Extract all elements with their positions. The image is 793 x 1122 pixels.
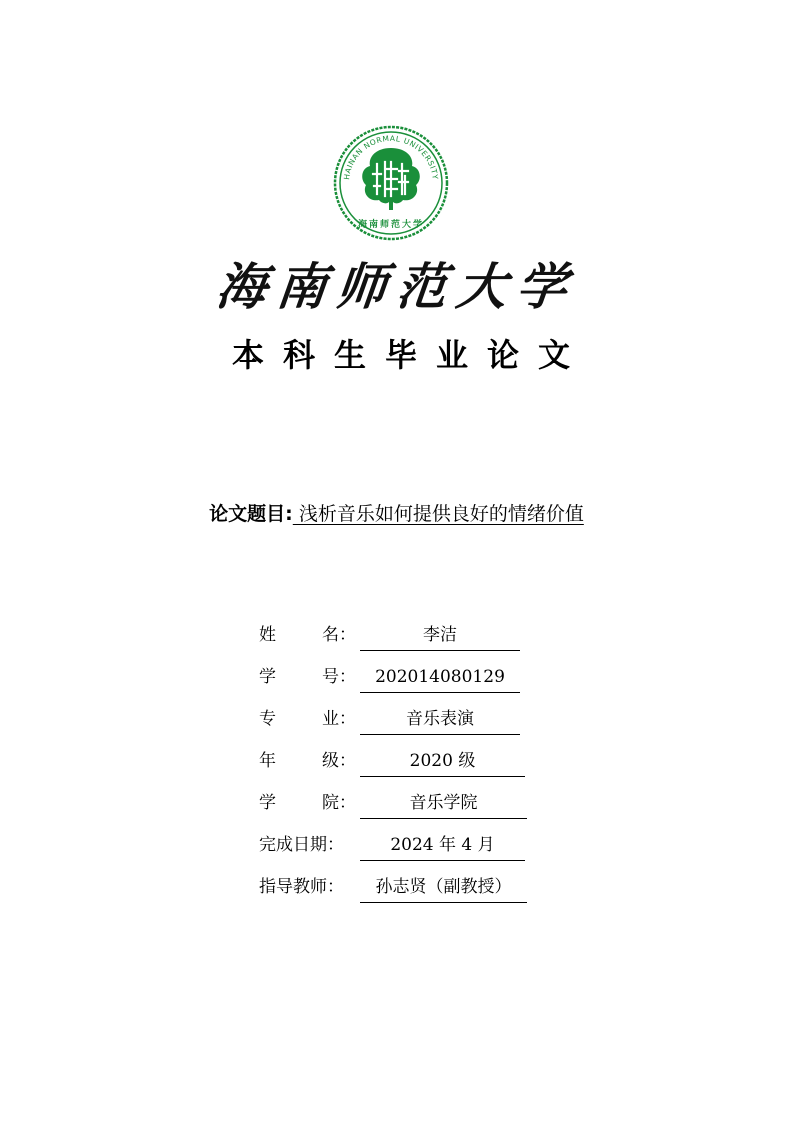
university-name-calligraphy: 海南师范大学	[213, 257, 580, 316]
info-label-advisor: 指导教师：	[259, 877, 344, 897]
info-value-advisor: 孙志贤（副教授）	[360, 872, 527, 903]
info-row-name	[259, 620, 559, 662]
seal-text-cn: 海南师范大学	[357, 220, 425, 230]
info-row-major	[259, 704, 559, 746]
info-label-grade: 年 级：	[259, 751, 356, 771]
info-row-advisor	[259, 872, 559, 914]
info-row-college	[259, 788, 559, 830]
seal-text-en: HAINAN NORMAL UNIVERSITY	[342, 133, 440, 181]
info-value-grade: 2020 级	[360, 746, 525, 777]
thesis-title-label: 论文题目:	[209, 503, 293, 525]
university-seal-logo	[332, 124, 450, 242]
info-label-major: 专 业：	[259, 709, 356, 729]
info-label-college: 学 院：	[259, 793, 356, 813]
info-value-major: 音乐表演	[360, 704, 520, 735]
info-value-college: 音乐学院	[360, 788, 527, 819]
info-label-student-id: 学 号：	[259, 667, 356, 687]
thesis-title-value: 浅析音乐如何提供良好的情绪价值	[292, 503, 584, 525]
info-value-completion-date: 2024 年 4 月	[360, 830, 525, 861]
info-value-student-id: 202014080129	[360, 662, 520, 693]
info-row-completion-date	[259, 830, 559, 872]
student-info-list	[259, 620, 559, 914]
thesis-title-row	[0, 499, 793, 529]
info-value-name: 李洁	[360, 620, 520, 651]
info-label-name: 姓 名：	[259, 625, 356, 645]
info-label-completion-date: 完成日期：	[259, 835, 344, 855]
info-row-student-id	[259, 662, 559, 704]
thesis-type-heading: 本科生毕业论文	[231, 336, 589, 374]
info-row-grade	[259, 746, 559, 788]
